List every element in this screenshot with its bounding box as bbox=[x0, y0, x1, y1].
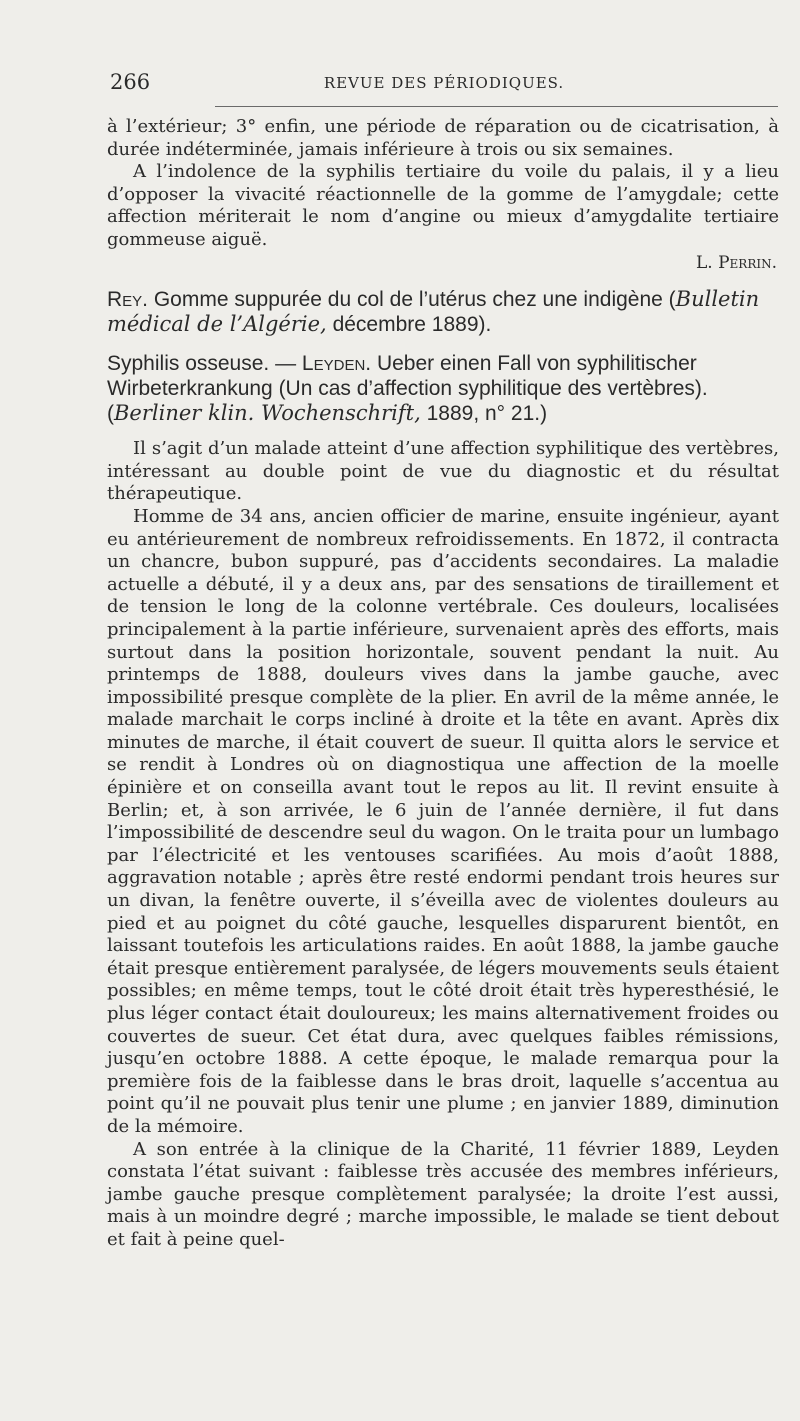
header-rule bbox=[215, 106, 778, 107]
paragraph: A l’indolence de la syphilis tertiaire du voile du palais, il y a lieu d’opposer la vivacité réactionnelle de la gomme de l’amygdale; cette affection mériterait le nom d’angine ou mieux d’amygdalite tertiaire gommeuse aiguë. bbox=[107, 161, 779, 250]
entry-title: Ueber einen Fall von syphilitischer Wirbeterkrankung (Un cas d’affection syphilitique des vertèbres). ( bbox=[107, 352, 708, 426]
paragraph: à l’extérieur; 3° enfin, une période de réparation ou de cicatrisation, à durée indéterminée, jamais inférieure à trois ou six semaines. bbox=[107, 116, 779, 160]
entry-title: Gomme suppurée du col de l’utérus chez une indigène ( bbox=[148, 288, 676, 312]
entry-source: Bulletin médical de l’Algérie, bbox=[107, 287, 760, 337]
page-header bbox=[110, 70, 778, 100]
paragraph: Homme de 34 ans, ancien officier de marine, ensuite ingénieur, ayant eu antérieurement de nombreux refroidissements. En 1872, il contracta un chancre, bubon suppuré, pas d’accidents secondaires. La maladie actuelle a débuté, il y a deux ans, par des sensations de tiraillement et de tension le long de la colonne vertébrale. Ces douleurs, localisées principalement à la partie inférieure, survenaient après des efforts, mais surtout dans la position horizontale, souvent pendant la nuit. Au printemps de 1888, douleurs vives dans la jambe gauche, avec impossibilité presque complète de la plier. En avril de la même année, le malade marchait le corps incliné à droite et la tête en avant. Après dix minutes de marche, il était couvert de sueur. Il quitta alors le service et se rendit à Londres où on diagnostiqua une affection de la moelle épinière et on conseilla avant tout le repos au lit. Il revint ensuite à Berlin; et, à son arrivée, le 6 juin de l’année dernière, il fut dans l’impossibilité de descendre seul du wagon. On le traita pour un lumbago par l’électricité et les ventouses scarifiées. Au mois d’août 1888, aggravation notable ; après être resté endormi pendant trois heures sur un divan, la fenêtre ouverte, il s’éveilla avec de violentes douleurs au pied et au poignet du côté gauche, lesquelles disparurent bientôt, en laissant toutefois les articulations raides. En août 1888, la jambe gauche était presque entièrement paralysée, de légers mouvements seuls étaient possibles; en même temps, tout le côté droit était très hyperesthésié, le plus léger contact était douloureux; les mains alternativement froides ou couvertes de sueur. Cet état dura, avec quelques faibles rémissions, jusqu’en octobre 1888. A cette époque, le malade remarqua pour la première fois de la faiblesse dans le bras droit, laquelle s’accentua au point qu’il ne pouvait plus tenir une plume ; en janvier 1889, diminution de la mémoire. bbox=[107, 505, 779, 1137]
running-title: REVUE DES PÉRIODIQUES. bbox=[323, 74, 565, 92]
paragraph: A son entrée à la clinique de la Charité, 11 février 1889, Leyden constata l’état suivant : faiblesse très accusée des membres inférieurs, jambe gauche presque complètement paralysée; la droite l’est aussi, mais à un moindre degré ; marche impossible, le malade se tient debout et fait à peine quel- bbox=[107, 1138, 779, 1250]
article-entry-rey bbox=[107, 287, 779, 337]
page-body bbox=[107, 116, 779, 1252]
paragraph: Il s’agit d’un malade atteint d’une affection syphilitique des vertèbres, intéressant au double point de vue du diagnostic et du résultat thérapeutique. bbox=[107, 438, 779, 505]
entry-source: Berliner klin. Wochenschrift, bbox=[114, 401, 421, 426]
entry-author: Leyden. bbox=[301, 352, 372, 376]
entry-subject: Syphilis osseuse. — bbox=[107, 352, 302, 376]
page-number: 266 bbox=[110, 70, 151, 94]
entry-date: 1889, n° 21.) bbox=[420, 402, 548, 426]
article-entry-leyden bbox=[107, 351, 779, 426]
entry-date: décembre 1889). bbox=[326, 313, 492, 337]
entry-author: Rey. bbox=[107, 288, 149, 312]
signature: L. Perrin. bbox=[695, 252, 777, 273]
